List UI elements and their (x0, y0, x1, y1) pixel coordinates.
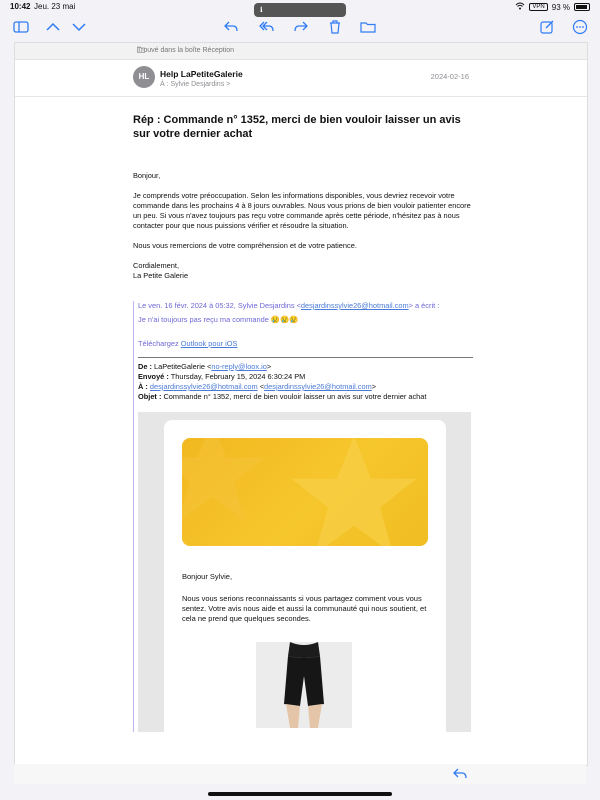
wifi-icon (515, 2, 525, 12)
mailbox-banner-text: Trouvé dans la boîte Réception (137, 47, 235, 54)
pill-label: ℹ︎ (260, 7, 263, 14)
forward-button[interactable] (292, 18, 310, 40)
embedded-card (164, 420, 446, 740)
sidebar-icon (13, 19, 29, 40)
move-to-folder-button[interactable] (358, 18, 378, 40)
star-icon (274, 438, 428, 546)
vpn-badge: VPN (529, 3, 547, 11)
reply-icon (452, 769, 468, 786)
chevron-down-icon (71, 19, 87, 40)
body-signature: La Petite Galerie (133, 271, 189, 280)
meta-from-email-link[interactable]: no-reply@loox.io (211, 362, 267, 371)
battery-text: 93 % (551, 2, 570, 12)
meta-to-email-link-2[interactable]: desjardinssylvie26@hotmail.com (264, 382, 372, 391)
sender-name[interactable]: Help LaPetiteGalerie (160, 69, 243, 79)
reply-all-icon (258, 19, 274, 40)
quote-intro (138, 301, 473, 311)
meta-to (138, 382, 473, 392)
download-prefix: Téléchargez (138, 339, 181, 348)
chevron-up-icon (45, 19, 61, 40)
quote-sender-email-link[interactable]: desjardinssylvie26@hotmail.com (300, 301, 409, 310)
trash-button[interactable] (326, 18, 344, 40)
meta-sent-label: Envoyé : (138, 372, 169, 381)
meta-to-email-link[interactable]: desjardinssylvie26@hotmail.com (149, 382, 258, 391)
meta-to-close: > (371, 382, 377, 391)
meta-from-name: LaPetiteGalerie < (151, 362, 212, 371)
body-greeting: Bonjour, (133, 171, 161, 180)
meta-subject-label: Objet : (138, 392, 162, 401)
status-right (515, 2, 590, 12)
meta-from (138, 362, 473, 372)
home-indicator[interactable] (208, 792, 392, 796)
status-time: 10:42 (10, 2, 31, 11)
embedded-message: Nous vous serions reconnaissants si vous partagez comment vous vous sentez. Votre avis nous aide et aussi la communauté qui nous soutient, et cela ne prend que quelques secondes. (182, 594, 427, 623)
body-paragraph: Nous vous remercions de votre compréhension et de votre patience. (133, 241, 357, 250)
forward-meta (138, 362, 473, 402)
next-email-button[interactable] (70, 18, 88, 40)
product-image[interactable] (256, 642, 352, 728)
body-closing: Cordialement, (133, 261, 180, 270)
bottom-toolbar (14, 764, 586, 784)
divider (138, 357, 473, 358)
battery-icon (574, 3, 590, 11)
quoted-thread (133, 301, 473, 732)
sidebar-button[interactable] (12, 18, 30, 40)
more-button[interactable] (570, 18, 590, 40)
reply-button[interactable] (222, 18, 240, 40)
reply-icon (223, 19, 239, 40)
meta-subject-value: Commande n° 1352, merci de bien vouloir laisser un avis sur votre dernier achat (161, 392, 427, 401)
status-date: Jeu. 23 mai (34, 2, 76, 11)
compose-icon (539, 19, 555, 40)
star-icon (182, 438, 272, 528)
email-header (15, 60, 587, 97)
dynamic-pill (254, 3, 346, 17)
more-icon (572, 19, 588, 40)
folder-icon (360, 19, 376, 40)
forward-icon (293, 19, 309, 40)
meta-to-label: À : (138, 382, 148, 391)
embedded-email (138, 412, 471, 732)
body-paragraph: Je comprends votre préoccupation. Selon les informations disponibles, vous devriez recevoir votre commande dans les prochains 4 à 8 jours ouvrables. Nous vous prions de bien vouloir patienter encore un peu. Si vous n'avez toujours pas reçu votre commande après cette période, n'hésitez pas à nous contacter pour que nous puissions vérifier et résoudre la situation. (133, 191, 471, 230)
email-subject: Rép : Commande n° 1352, merci de bien vouloir laisser un avis sur votre dernier achat (133, 114, 461, 140)
hero-banner (182, 438, 428, 546)
meta-from-label: De : (138, 362, 152, 371)
email-date: 2024-02-16 (430, 72, 469, 81)
meta-to-sep: < (257, 382, 265, 391)
recipient-line[interactable]: À : Sylvie Desjardins > (160, 81, 231, 88)
meta-from-close: > (266, 362, 272, 371)
avatar[interactable]: HL (133, 66, 155, 88)
email-card (14, 42, 588, 766)
quote-intro-suffix: > a écrit : (408, 301, 440, 310)
quote-message: Je n'ai toujours pas reçu ma commande 😢😢😢 (138, 315, 299, 324)
product-shorts-icon (256, 642, 352, 728)
trash-icon (327, 19, 343, 40)
compose-button[interactable] (538, 18, 556, 40)
meta-subject (138, 392, 473, 402)
download-line (138, 339, 473, 349)
mailbox-banner (15, 43, 587, 60)
quote-intro-prefix: Le ven. 16 févr. 2024 à 05:32, Sylvie Desjardins < (138, 301, 301, 310)
meta-sent-value: Thursday, February 15, 2024 6:30:24 PM (168, 372, 306, 381)
reply-all-button[interactable] (256, 18, 276, 40)
toolbar (0, 18, 600, 40)
meta-sent (138, 372, 473, 382)
reply-button[interactable] (452, 766, 468, 782)
folder-icon (137, 46, 463, 55)
embedded-greeting: Bonjour Sylvie, (182, 572, 233, 581)
email-body (133, 113, 473, 732)
outlook-ios-link[interactable]: Outlook pour iOS (180, 339, 238, 348)
previous-email-button[interactable] (44, 18, 62, 40)
